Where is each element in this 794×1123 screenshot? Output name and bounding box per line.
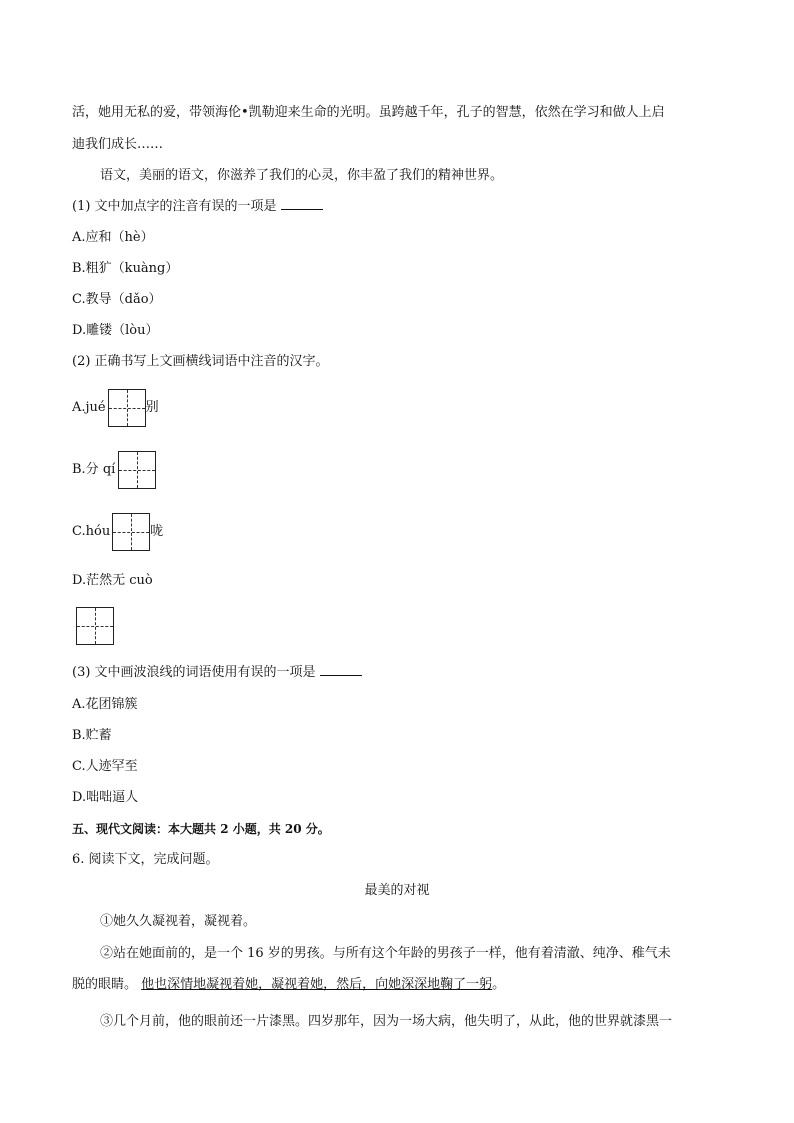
answer-blank — [320, 663, 362, 676]
article-text: 。 — [492, 977, 506, 992]
question-6-prompt: 6. 阅读下文，完成问题。 — [72, 852, 219, 867]
q3-option-b: B.贮蓄 — [72, 728, 112, 743]
answer-blank — [281, 197, 323, 210]
q3-option-c: C.人迹罕至 — [72, 759, 138, 774]
question-1-prompt — [72, 197, 323, 217]
question-text: (3) 文中画波浪线的词语使用有误的一项是 — [72, 665, 316, 680]
q2-item-d: D.茫然无 cuò — [72, 573, 153, 588]
q1-option-c: C.教导（dǎo） — [72, 292, 162, 307]
section-heading — [72, 819, 330, 839]
word-suffix: 咙 — [150, 524, 164, 539]
article-paragraph-1: ①她久久凝视着，凝视着。 — [100, 914, 257, 929]
q3-option-a: A.花团锦簇 — [72, 697, 138, 712]
article-paragraph-3: ③几个月前，他的眼前还一片漆黑。四岁那年，因为一场大病，他失明了，从此，他的世界就漆黑一 — [100, 1014, 673, 1029]
q1-option-b: B.粗犷（kuàng） — [72, 261, 179, 276]
paragraph-line: 语文，美丽的语文，你滋养了我们的心灵，你丰盈了我们的精神世界。 — [100, 168, 504, 183]
writing-grid-box — [108, 389, 146, 427]
underlined-sentence: 他也深情地凝视着她，凝视着她，然后，向她深深地鞠了一躬 — [141, 977, 493, 992]
pinyin-label: C.hóu — [72, 524, 111, 539]
section-heading-detail: ：本大题共 2 小题，共 20 分。 — [156, 822, 330, 836]
word-suffix: 别 — [145, 400, 159, 415]
paragraph-line: 迪我们成长…… — [72, 137, 164, 152]
question-2-prompt: (2) 正确书写上文画横线词语中注音的汉字。 — [72, 354, 329, 369]
q3-option-d: D.咄咄逼人 — [72, 790, 139, 805]
question-3-prompt — [72, 663, 362, 683]
section-heading-title: 五、现代文阅读 — [72, 822, 157, 836]
q2-item-a — [72, 388, 159, 428]
question-text: (1) 文中加点字的注音有误的一项是 — [72, 199, 277, 214]
q2-item-d-box — [76, 606, 114, 646]
article-paragraph-2: ②站在她面前的，是一个 16 岁的男孩。与所有这个年龄的男孩子一样，他有着清澈、纯净、稚气未 — [100, 946, 671, 961]
writing-grid-box — [112, 513, 150, 551]
q2-item-b — [72, 450, 156, 490]
paragraph-line: 活，她用无私的爱，带领海伦•凯勒迎来生命的光明。虽跨越千年，孔子的智慧，依然在学习和做人上启 — [72, 105, 665, 120]
article-title: 最美的对视 — [364, 883, 430, 898]
article-text: 脱的眼睛。 — [72, 977, 138, 992]
writing-grid-box — [118, 451, 156, 489]
article-paragraph-2-cont — [72, 975, 505, 995]
pinyin-label: A.jué — [72, 400, 106, 415]
writing-grid-box — [76, 607, 114, 645]
q1-option-a: A.应和（hè） — [72, 230, 154, 245]
pinyin-label: B.分 qí — [72, 462, 116, 477]
q2-item-c — [72, 512, 163, 552]
q1-option-d: D.雕镂（lòu） — [72, 323, 159, 338]
